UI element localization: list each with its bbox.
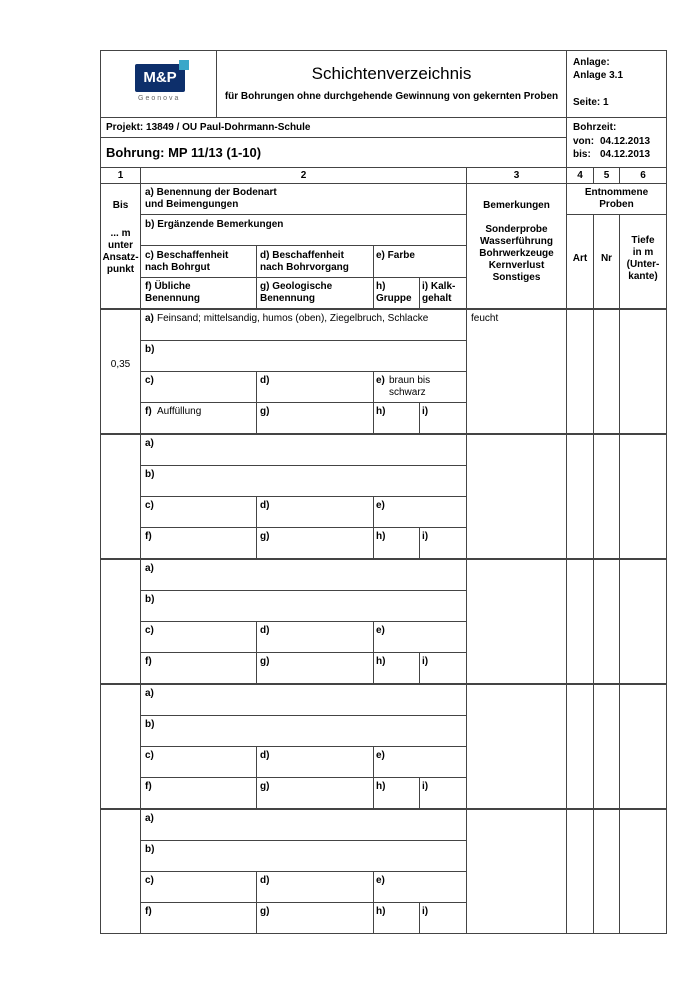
layer-i-label: i) (422, 406, 429, 417)
layer-tiefe-cell (619, 309, 667, 434)
layer-e-cell (373, 871, 467, 903)
layer-e-cell (373, 496, 467, 528)
layer-f-cell (140, 777, 257, 809)
layer-c-cell (140, 496, 257, 528)
bis-label: bis: (573, 149, 591, 160)
layer-art-cell (566, 559, 594, 684)
layer-h-label: h) (376, 906, 386, 917)
layer-c-label: c) (145, 625, 154, 636)
layer-e-value: braun bis schwarz (389, 375, 431, 398)
layer-b-label: b) (145, 719, 155, 730)
colnum-4-label: 4 (577, 170, 583, 181)
von-value: 04.12.2013 (600, 136, 651, 147)
layer-b-label: b) (145, 844, 155, 855)
colnum-5-label: 5 (603, 170, 610, 181)
head-bem-list: Sonderprobe Wasserführung Bohrwerkzeuge Kernverlust Sonstiges (479, 224, 554, 283)
layer-d-cell (256, 746, 374, 778)
layer-h-label: h) (376, 781, 386, 792)
layer-tiefe-cell (619, 559, 667, 684)
layer-nr-cell (593, 559, 620, 684)
head-m-unter: ... m unter Ansatz- punkt (102, 228, 139, 275)
layer-bem-cell (466, 684, 567, 809)
layer-b-label: b) (145, 469, 155, 480)
layer-e-label: e) (376, 625, 385, 636)
header-title-cell (216, 50, 567, 118)
layer-tiefe-cell (619, 809, 667, 934)
layer-c-cell (140, 371, 257, 403)
layer-g-label: g) (260, 531, 270, 542)
logo-text: M&P (143, 69, 177, 86)
layer-bem-cell (466, 309, 567, 434)
layer-depth-cell (100, 309, 141, 434)
logo-subtitle: Geonova (138, 95, 181, 102)
layer-i-label: i) (422, 906, 429, 917)
layer-f-value: Auffüllung (157, 406, 202, 417)
layer-nr-cell (593, 809, 620, 934)
layer-f-cell (140, 652, 257, 684)
layer-bem-cell (466, 434, 567, 559)
layer-nr-cell (593, 309, 620, 434)
layer-nr-cell (593, 434, 620, 559)
layer-art-cell (566, 684, 594, 809)
layer-a-value: Feinsand; mittelsandig, humos (oben), Ziegelbruch, Schlacke (157, 313, 429, 324)
layer-d-cell (256, 621, 374, 653)
layer-c-label: c) (145, 375, 154, 386)
layer-h-label: h) (376, 656, 386, 667)
logo-accent (179, 60, 189, 70)
colnum-6-label: 6 (640, 170, 646, 181)
layer-depth-cell (100, 809, 141, 934)
anlage-value: Anlage 3.1 (573, 70, 624, 81)
layer-d-label: d) (260, 500, 270, 511)
layer-f-label: f) (145, 781, 152, 792)
layer-a-label: a) (145, 438, 154, 449)
layer-depth-cell (100, 684, 141, 809)
head-b: b) Ergänzende Bemerkungen (145, 219, 284, 230)
layer-art-cell (566, 809, 594, 934)
layer-g-cell (256, 777, 374, 809)
layer-e-label: e) (376, 875, 385, 886)
layer-f-label: f) (145, 531, 152, 542)
layer-b-cell (140, 465, 467, 497)
head-entnommene: Entnommene Proben (584, 187, 649, 210)
layer-i-label: i) (422, 781, 429, 792)
layer-e-cell (373, 746, 467, 778)
layer-b-cell (140, 590, 467, 622)
layer-b-label: b) (145, 594, 155, 605)
layer-art-cell (566, 309, 594, 434)
layer-h-label: h) (376, 531, 386, 542)
bohrzeit-label: Bohrzeit: (573, 122, 617, 133)
layer-e-cell (373, 621, 467, 653)
layer-g-label: g) (260, 906, 270, 917)
layer-tiefe-cell (619, 434, 667, 559)
layer-c-label: c) (145, 875, 154, 886)
layer-i-label: i) (422, 531, 429, 542)
layer-c-cell (140, 621, 257, 653)
layer-a-cell (140, 559, 467, 591)
layer-bem-cell (466, 559, 567, 684)
layer-a-cell (140, 684, 467, 716)
layer-c-label: c) (145, 500, 154, 511)
head-i: i) Kalk- gehalt (422, 281, 456, 304)
layer-b-cell (140, 715, 467, 747)
page-subtitle: für Bohrungen ohne durchgehende Gewinnung von gekernten Proben (224, 91, 559, 102)
layer-c-cell (140, 871, 257, 903)
layer-b-cell (140, 840, 467, 872)
bis-value: 04.12.2013 (600, 149, 651, 160)
layer-d-cell (256, 371, 374, 403)
projekt-text: Projekt: 13849 / OU Paul-Dohrmann-Schule (106, 122, 311, 133)
layer-c-label: c) (145, 750, 154, 761)
layer-f-label: f) (145, 656, 152, 667)
layer-a-label: a) (145, 813, 154, 824)
layer-a-label: a) (145, 688, 154, 699)
layer-h-label: h) (376, 406, 386, 417)
layer-g-label: g) (260, 656, 270, 667)
layer-g-cell (256, 902, 374, 934)
logo (135, 64, 185, 92)
layer-f-cell (140, 527, 257, 559)
layer-a-label: a) (145, 313, 154, 324)
layer-art-cell (566, 434, 594, 559)
anlage-label: Anlage: (573, 57, 610, 68)
layer-d-label: d) (260, 875, 270, 886)
layer-d-label: d) (260, 750, 270, 761)
bohrung-text: Bohrung: MP 11/13 (1-10) (106, 145, 262, 160)
colnum-3-label: 3 (513, 170, 520, 181)
head-bis: Bis (112, 200, 129, 211)
layer-depth-cell (100, 559, 141, 684)
layer-tiefe-cell (619, 684, 667, 809)
colnum-1-label: 1 (117, 170, 124, 181)
layer-g-label: g) (260, 406, 270, 417)
layer-g-label: g) (260, 781, 270, 792)
layer-f-label: f) (145, 406, 152, 417)
head-g: g) Geologische Benennung (260, 281, 333, 304)
head-art: Art (572, 253, 588, 264)
page-number: Seite: 1 (573, 97, 609, 108)
head-c: c) Beschaffenheit nach Bohrgut (145, 250, 229, 273)
colnum-2-label: 2 (300, 170, 307, 181)
layer-bem-value: feucht (471, 313, 499, 324)
von-label: von: (573, 136, 595, 147)
layer-depth: 0,35 (110, 359, 131, 370)
layer-bem-cell (466, 809, 567, 934)
head-f: f) Übliche Benennung (145, 281, 200, 304)
head-a: a) Benennung der Bodenart und Beimengungen (145, 187, 277, 210)
layer-d-label: d) (260, 625, 270, 636)
layer-b-cell (140, 340, 467, 372)
head-h: h) Gruppe (376, 281, 412, 304)
layer-g-cell (256, 527, 374, 559)
layer-g-cell (256, 402, 374, 434)
head-tiefe: Tiefe in m (Unter- kante) (626, 235, 660, 282)
head-bemerkungen: Bemerkungen (483, 200, 550, 211)
layer-e-label: e) (376, 500, 385, 511)
layer-nr-cell (593, 684, 620, 809)
layer-b-label: b) (145, 344, 155, 355)
layer-c-cell (140, 746, 257, 778)
layer-g-cell (256, 652, 374, 684)
head-nr: Nr (600, 253, 613, 264)
page-title: Schichtenverzeichnis (311, 64, 472, 83)
layer-d-label: d) (260, 375, 270, 386)
head-d: d) Beschaffenheit nach Bohrvorgang (260, 250, 349, 273)
layer-depth-cell (100, 434, 141, 559)
layer-i-label: i) (422, 656, 429, 667)
head-e: e) Farbe (376, 250, 415, 261)
layer-f-label: f) (145, 906, 152, 917)
layer-d-cell (256, 871, 374, 903)
layer-e-label: e) (376, 375, 385, 386)
layer-a-cell (140, 809, 467, 841)
layer-f-cell (140, 902, 257, 934)
layer-e-label: e) (376, 750, 385, 761)
layer-a-cell (140, 434, 467, 466)
layer-d-cell (256, 496, 374, 528)
layer-a-label: a) (145, 563, 154, 574)
